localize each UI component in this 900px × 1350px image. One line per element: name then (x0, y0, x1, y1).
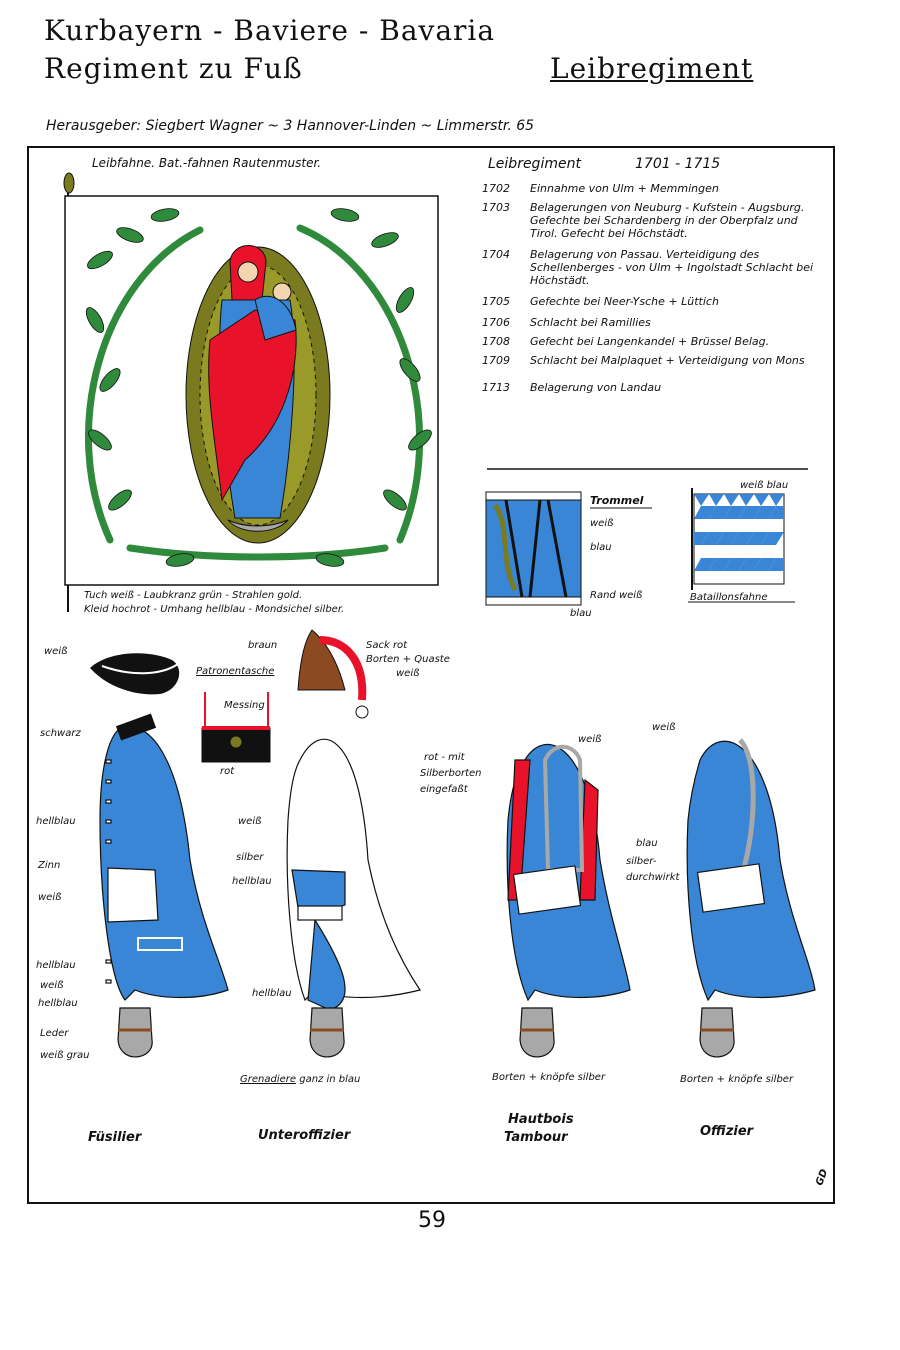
offizier-label-blau: blau (636, 838, 658, 849)
drum-label-blau-2: blau (570, 608, 592, 619)
fusilier-label-zinn: Zinn (38, 860, 61, 871)
history-text: Einnahme von Ulm + Memmingen (530, 182, 719, 195)
offizier-label-silber: silber- (626, 856, 657, 867)
grenadier-note (240, 1074, 360, 1085)
page-number: 59 (418, 1208, 446, 1233)
grenadier-note-word: Grenadiere (240, 1074, 297, 1085)
cap-label-braun: braun (248, 640, 278, 651)
drum-label-weiss: weiß (590, 518, 614, 529)
fusilier-figure (100, 714, 228, 1057)
history-year: 1703 (482, 201, 510, 214)
history-year: 1704 (482, 248, 510, 261)
hautbois-label-weiss: weiß (578, 734, 602, 745)
flag-note-2: Kleid hochrot - Umhang hellblau - Mondsichel silber. (84, 604, 345, 615)
fusilier-label-weiss: weiß (38, 892, 62, 903)
uffz-label-hellblau: hellblau (232, 876, 272, 887)
history-year: 1709 (482, 354, 510, 367)
uffz-label-hellblau-2: hellblau (252, 988, 292, 999)
history-period: 1701 - 1715 (635, 156, 721, 172)
history-text: Gefechte bei Neer-Ysche + Lüttich (530, 295, 719, 308)
unteroffizier-figure (287, 739, 420, 1057)
offizier-figure (687, 740, 815, 1057)
history-year: 1702 (482, 182, 510, 195)
unteroffizier-name: Unteroffizier (258, 1128, 351, 1143)
hautbois-figure (507, 744, 630, 1056)
offizier-label-weiss: weiß (652, 722, 676, 733)
uffz-label-silber: silber (236, 852, 264, 863)
hautbois-name: Hautbois (508, 1112, 574, 1127)
offizier-name: Offizier (700, 1124, 754, 1139)
drum-label-rand: Rand weiß (590, 590, 643, 601)
history-text: Gefecht bei Langenkandel + Brüssel Belag. (530, 335, 770, 348)
regiment-name: Leibregiment (550, 52, 754, 85)
cap-label-sack: Sack rot (366, 640, 408, 651)
hautbois-label-silberborten: Silberborten (420, 768, 482, 779)
publisher-line: Herausgeber: Siegbert Wagner ~ 3 Hannover-Linden ~ Limmerstr. 65 (46, 118, 535, 134)
history-year: 1708 (482, 335, 510, 348)
hautbois-label-rot: rot - mit (424, 752, 465, 763)
history-text: Belagerung von Passau. Verteidigung des Schellenberges - von Ulm + Ingolstadt Schlacht bei Höchstädt. (530, 248, 814, 287)
history-text: Schlacht bei Malplaquet + Verteidigung von Mons (530, 354, 805, 367)
cap-label-borten: Borten + Quaste (366, 654, 450, 665)
fusilier-label-hellblau-3: hellblau (38, 998, 78, 1009)
offizier-note: Borten + knöpfe silber (680, 1074, 794, 1085)
history-title: Leibregiment (488, 156, 581, 172)
fusilier-label-schwarz: schwarz (40, 728, 81, 739)
battalion-flag-title: Bataillonsfahne (690, 592, 768, 603)
uffz-label-weiss: weiß (238, 816, 262, 827)
fusilier-name: Füsilier (88, 1130, 142, 1145)
fusilier-label-hellblau: hellblau (36, 816, 76, 827)
artist-initials: GD (814, 1167, 831, 1188)
grenadier-note-rest: ganz in blau (299, 1074, 361, 1085)
history-year: 1706 (482, 316, 510, 329)
drum-label-blau: blau (590, 542, 612, 553)
fusilier-label-weissgrau: weiß grau (40, 1050, 90, 1061)
tambour-name: Tambour (504, 1130, 568, 1145)
pouch-label-rot: rot (220, 766, 235, 777)
history-text: Schlacht bei Ramillies (530, 316, 651, 329)
history-text: Belagerung von Landau (530, 381, 662, 394)
hautbois-label-eingefasst: eingefaßt (420, 784, 468, 795)
title-line-1: Kurbayern - Baviere - Bavaria (44, 14, 496, 47)
flag-title: Leibfahne. Bat.-fahnen Rautenmuster. (92, 156, 322, 170)
pouch-title: Patronentasche (196, 666, 275, 677)
cap-label-weiss: weiß (396, 668, 420, 679)
history-year: 1705 (482, 295, 510, 308)
fusilier-label-hellblau-2: hellblau (36, 960, 76, 971)
flag-note-1: Tuch weiß - Laubkranz grün - Strahlen gold. (84, 590, 303, 601)
drum-title: Trommel (590, 494, 644, 507)
fusilier-label-leder: Leder (40, 1028, 69, 1039)
hat-label: weiß (44, 646, 68, 657)
title-line-2: Regiment zu Fuß (44, 52, 303, 85)
history-year: 1713 (482, 381, 510, 394)
hautbois-note: Borten + knöpfe silber (492, 1072, 606, 1083)
battalion-flag-label: weiß blau (740, 480, 789, 491)
pouch-label-messing: Messing (224, 700, 265, 711)
offizier-label-durchwirkt: durchwirkt (626, 872, 680, 883)
fusilier-label-weiss-2: weiß (40, 980, 64, 991)
history-text: Belagerungen von Neuburg - Kufstein - Augsburg. Gefechte bei Schardenberg in der Oberpfalz und Tirol. Gefecht bei Höchstädt. (530, 201, 805, 240)
